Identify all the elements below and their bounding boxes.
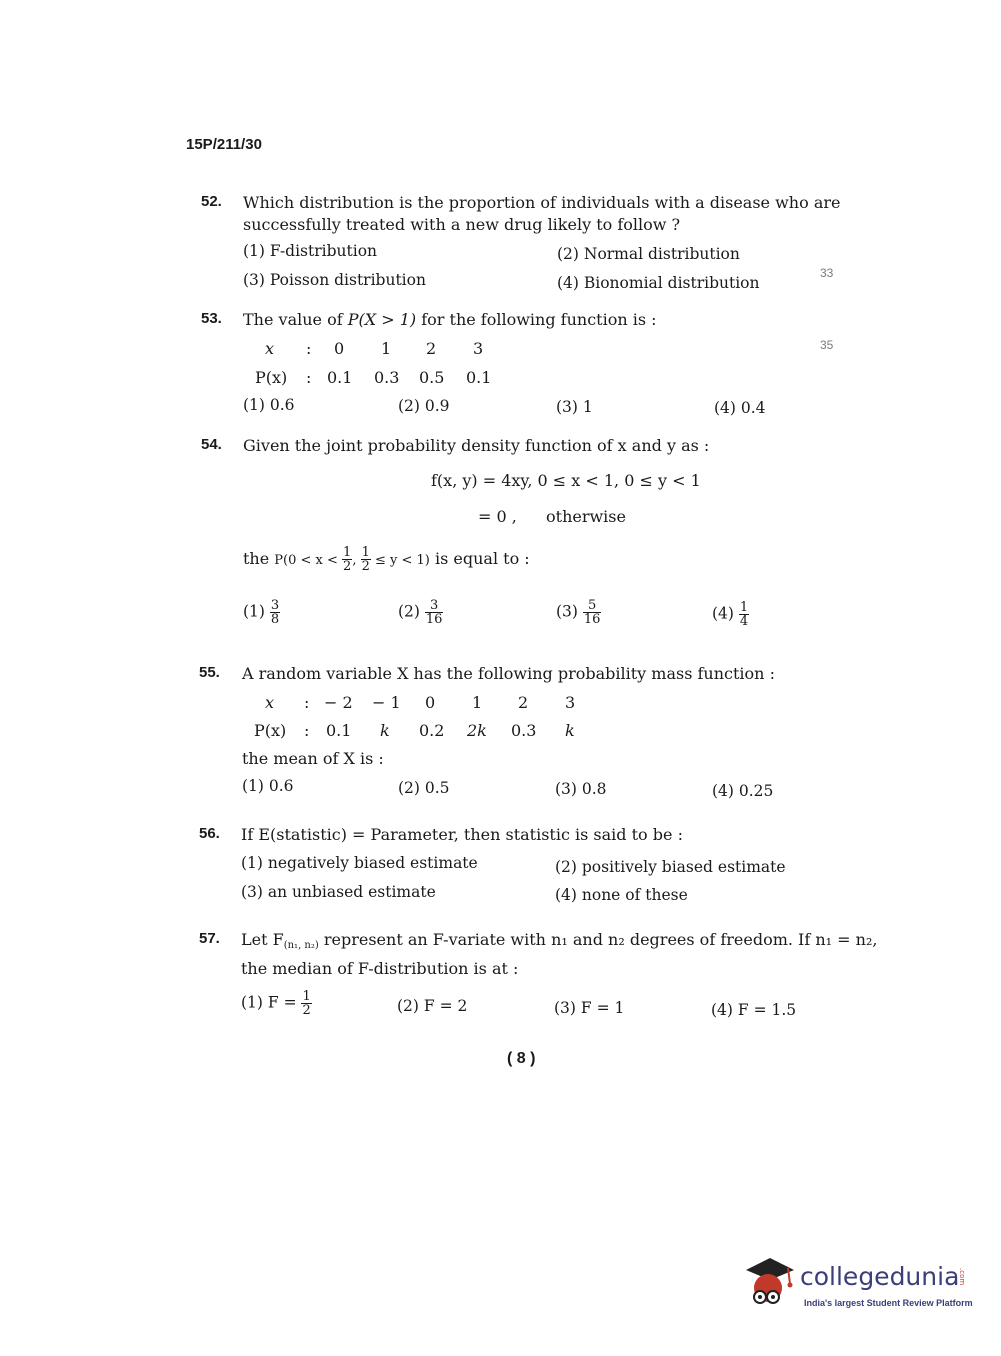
option-4: (4) none of these	[555, 886, 688, 904]
option-3: (3) an unbiased estimate	[241, 883, 436, 901]
question-number: 54.	[201, 436, 222, 453]
option-1: (1) 0.6	[242, 777, 294, 795]
question-text-line2: the median of F-distribution is at :	[241, 959, 519, 978]
table-x-value: − 2	[324, 693, 353, 712]
table-p-value: 0.1	[466, 368, 492, 387]
table-colon: :	[306, 368, 312, 387]
table-p-value: 0.5	[419, 368, 445, 387]
option-1: (1) F = $\frac{1}{2}$	[241, 989, 311, 1018]
option-3: (3) 1	[556, 398, 593, 416]
question-subtext: the mean of X is :	[242, 749, 384, 768]
table-x-value: 2	[518, 693, 529, 712]
table-x-value: 0	[334, 339, 345, 358]
page-number: ( 8 )	[507, 1050, 536, 1067]
table-x-value: 0	[425, 693, 436, 712]
table-p-value: 0.1	[326, 721, 352, 740]
table-p-value: 0.1	[327, 368, 353, 387]
option-4: (4) 0.25	[712, 782, 774, 800]
pdf-definition: f(x, y) = 4xy, 0 ≤ x < 1, 0 ≤ y < 1	[431, 471, 701, 490]
probability-expression: the P(0 < x < $\frac{1}{2}$ , $\frac{1}{2}$ ≤ y < 1) is equal to :	[243, 545, 530, 574]
option-3: (3) Poisson distribution	[243, 271, 426, 289]
option-3: (3) F = 1	[554, 999, 625, 1017]
table-x-value: 1	[381, 339, 392, 358]
table-p-label: P(x)	[254, 721, 287, 740]
table-colon: :	[304, 721, 310, 740]
option-4: (4) Bionomial distribution	[557, 274, 760, 292]
table-p-value: k	[565, 721, 575, 740]
option-2: (2) $\frac{3}{16}$	[398, 598, 443, 627]
option-1: (1) 0.6	[243, 396, 295, 414]
table-x-value: 1	[472, 693, 483, 712]
option-1: (1) negatively biased estimate	[241, 854, 478, 872]
table-p-value: 0.3	[374, 368, 400, 387]
option-2: (2) Normal distribution	[557, 245, 740, 263]
table-x-value: 3	[565, 693, 576, 712]
option-4: (4) 0.4	[714, 399, 766, 417]
option-4: (4) $\frac{1}{4}$	[712, 600, 749, 629]
option-3: (3) 0.8	[555, 780, 607, 798]
question-text: If E(statistic) = Parameter, then statistic is said to be :	[241, 825, 683, 844]
question-number: 56.	[199, 825, 220, 842]
table-p-label: P(x)	[255, 368, 288, 387]
table-colon: :	[304, 693, 310, 712]
collegedunia-logo-icon	[740, 1250, 796, 1310]
question-number: 57.	[199, 930, 220, 947]
table-x-value: − 1	[372, 693, 401, 712]
question-text: A random variable X has the following probability mass function :	[242, 664, 775, 683]
option-2: (2) positively biased estimate	[555, 858, 786, 876]
option-2: (2) 0.9	[398, 397, 450, 415]
table-x-label: x	[265, 693, 275, 712]
table-x-label: x	[265, 339, 275, 358]
option-1: (1) $\frac{3}{8}$	[243, 598, 280, 627]
table-p-value: 0.3	[511, 721, 537, 740]
logo-tld: .com	[958, 1268, 966, 1286]
pdf-otherwise: otherwise	[546, 507, 626, 526]
table-x-value: 3	[473, 339, 484, 358]
table-x-value: 2	[426, 339, 437, 358]
question-text-line2: successfully treated with a new drug likely to follow ?	[243, 215, 681, 234]
table-p-value: 2k	[467, 721, 487, 740]
question-number: 55.	[199, 664, 220, 681]
question-number: 53.	[201, 310, 222, 327]
question-text-line1: Which distribution is the proportion of individuals with a disease who are	[243, 193, 841, 212]
question-number: 52.	[201, 193, 222, 210]
paper-code: 15P/211/30	[186, 136, 262, 153]
table-colon: :	[306, 339, 312, 358]
logo-name: collegedunia	[800, 1262, 960, 1291]
logo-tagline: India's largest Student Review Platform	[804, 1298, 973, 1308]
option-3: (3) $\frac{5}{16}$	[556, 598, 601, 627]
margin-mark-bottom: 35	[820, 338, 834, 352]
question-text-line1: Let $F_{(n_1, n_2)}$ represent an F-variate with n₁ and n₂ degrees of freedom. If n₁ = n₂,	[241, 930, 878, 951]
question-text: Given the joint probability density function of x and y as :	[243, 436, 710, 455]
option-1: (1) F-distribution	[243, 242, 378, 260]
table-p-value: k	[380, 721, 390, 740]
pdf-zero-value: = 0 ,	[478, 507, 517, 526]
option-2: (2) 0.5	[398, 779, 450, 797]
option-2: (2) F = 2	[397, 997, 468, 1015]
table-p-value: 0.2	[419, 721, 445, 740]
option-4: (4) F = 1.5	[711, 1001, 797, 1019]
question-text: The value of P(X > 1) for the following function is :	[243, 310, 657, 329]
margin-mark-top: 33	[820, 266, 834, 280]
